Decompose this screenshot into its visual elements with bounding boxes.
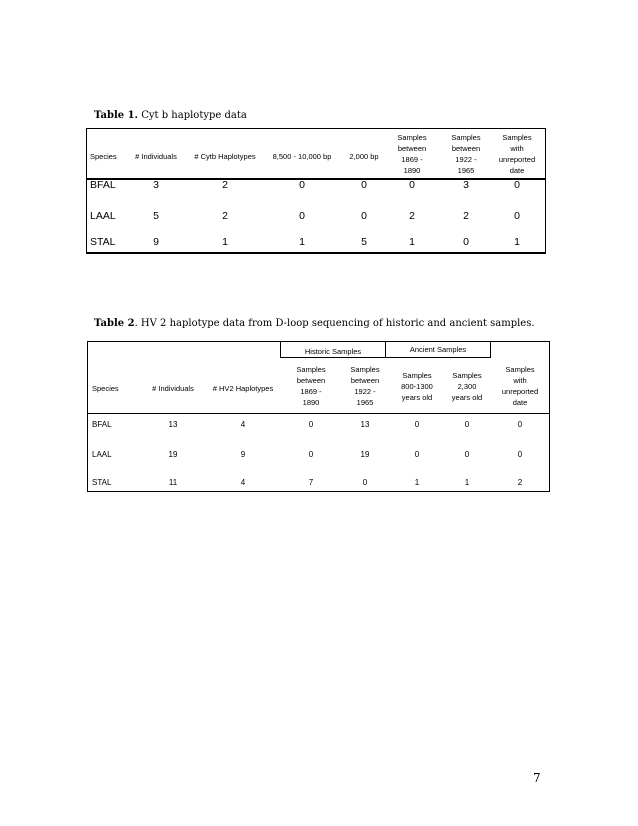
table2-cell-2300: 0 (464, 420, 470, 429)
table2-cell-1869: 0 (308, 450, 314, 459)
header-line: unreported (501, 387, 539, 396)
header-line: Samples (451, 133, 481, 142)
table2-header-samples-2300 (442, 370, 492, 403)
table1-cell-haplotypes: 1 (222, 236, 228, 248)
table1-caption (94, 110, 247, 121)
table2-header-haplotypes: # HV2 Haplotypes (212, 384, 274, 393)
header-line: between (451, 144, 481, 153)
table1-cell-species: BFAL (90, 179, 116, 191)
table2-top-rule (87, 341, 550, 342)
table2-cell-1869: 7 (308, 478, 314, 487)
table2-header-rule (87, 413, 550, 414)
header-line: between (296, 376, 326, 385)
header-line: with (510, 144, 524, 153)
header-line: Samples (505, 365, 535, 374)
header-line: Samples (296, 365, 326, 374)
table2-cell-haplotypes: 9 (240, 450, 246, 459)
header-line: date (512, 398, 528, 407)
table1-header-bp-long: 8,500 - 10,000 bp (272, 152, 332, 161)
table1-cell-haplotypes: 2 (222, 210, 228, 222)
table1-cell-1922: 0 (463, 236, 469, 248)
table2-header-species: Species (92, 384, 119, 393)
table2-header-samples-800 (392, 370, 442, 403)
table1-cell-1869: 1 (409, 236, 415, 248)
table2-caption-label: Table 2 (94, 318, 135, 329)
table2-header-unreported (493, 364, 547, 408)
table2-cell-800: 0 (414, 450, 420, 459)
table1-header-haplotypes: # Cytb Haplotypes (194, 152, 256, 161)
table1-cell-1869: 0 (409, 179, 415, 191)
header-line: 1965 (356, 398, 374, 407)
header-line: Samples (350, 365, 380, 374)
header-line: Samples (402, 371, 432, 380)
table2-cell-haplotypes: 4 (240, 420, 246, 429)
table2-bottom-rule (87, 491, 550, 492)
table1-cell-1922: 2 (463, 210, 469, 222)
table2-cell-1869: 0 (308, 420, 314, 429)
table2-header-samples-1869 (284, 364, 338, 408)
table1-cell-unreported: 0 (514, 179, 520, 191)
table1-cell-haplotypes: 2 (222, 179, 228, 191)
table1-left-border (86, 128, 87, 253)
table1-header-samples-1869 (388, 132, 436, 176)
table2-cell-unreported: 2 (517, 478, 523, 487)
table1-cell-bp-short: 0 (361, 210, 367, 222)
table1-header-samples-1922 (436, 132, 496, 176)
header-line: unreported (498, 155, 536, 164)
header-line: 1922 - (354, 387, 376, 396)
table2-cell-unreported: 0 (517, 450, 523, 459)
table1-top-rule (86, 128, 546, 129)
table2-cell-1922: 19 (360, 450, 370, 459)
table1-cell-individuals: 9 (153, 236, 159, 248)
table2-cell-800: 1 (414, 478, 420, 487)
table1-cell-individuals: 3 (153, 179, 159, 191)
table1-cell-bp-long: 0 (299, 210, 305, 222)
table1-caption-label: Table 1. (94, 110, 139, 121)
table2-cell-species: BFAL (92, 420, 112, 429)
header-line: 2,300 (457, 382, 477, 391)
table1-header-bp-short: 2,000 bp (349, 152, 379, 161)
table1-cell-species: STAL (90, 236, 116, 248)
table2-header-individuals: # Individuals (152, 384, 194, 393)
table2-left-border (87, 341, 88, 492)
table2-header-samples-1922 (338, 364, 392, 408)
header-line: with (513, 376, 527, 385)
header-line: Samples (502, 133, 532, 142)
table2-cell-individuals: 13 (168, 420, 178, 429)
header-line: 1869 - (300, 387, 322, 396)
table1-cell-unreported: 0 (514, 210, 520, 222)
table1-cell-individuals: 5 (153, 210, 159, 222)
table2-cell-haplotypes: 4 (240, 478, 246, 487)
table1-cell-bp-short: 5 (361, 236, 367, 248)
table2-caption-text: . HV 2 haplotype data from D-loop sequencing of historic and ancient samples. (134, 318, 535, 329)
table2-cell-2300: 1 (464, 478, 470, 487)
table1-cell-1922: 3 (463, 179, 469, 191)
table2-cell-unreported: 0 (517, 420, 523, 429)
table1-right-border (545, 128, 546, 253)
table2-right-border (549, 341, 550, 492)
table2-cell-individuals: 19 (168, 450, 178, 459)
table2-cell-1922: 0 (362, 478, 368, 487)
table2-cell-1922: 13 (360, 420, 370, 429)
header-line: 1922 - (455, 155, 477, 164)
page-number: 7 (533, 771, 541, 785)
table1-bottom-rule (86, 252, 546, 254)
table2-cell-individuals: 11 (168, 478, 178, 487)
header-line: 800-1300 (401, 382, 433, 391)
header-line: between (397, 144, 427, 153)
table1-cell-bp-short: 0 (361, 179, 367, 191)
table2-caption (94, 318, 535, 329)
table2-cell-2300: 0 (464, 450, 470, 459)
header-line: Samples (397, 133, 427, 142)
header-line: years old (451, 393, 483, 402)
table1-cell-1869: 2 (409, 210, 415, 222)
table1-header-species: Species (90, 152, 117, 161)
table2-divider (490, 341, 491, 358)
header-line: 1869 - (401, 155, 423, 164)
header-line: 1890 (403, 166, 421, 175)
table1-cell-bp-long: 0 (299, 179, 305, 191)
table2-cell-species: STAL (92, 478, 112, 487)
header-line: years old (401, 393, 433, 402)
table1-header-individuals: # Individuals (135, 152, 177, 161)
table1-cell-unreported: 1 (514, 236, 520, 248)
header-line: 1890 (302, 398, 320, 407)
table2-cell-species: LAAL (92, 450, 112, 459)
table1-cell-bp-long: 1 (299, 236, 305, 248)
header-line: date (509, 166, 525, 175)
table1-caption-text: Cyt b haplotype data (138, 110, 247, 121)
table2-group-ancient: Ancient Samples (409, 345, 467, 354)
table1-cell-species: LAAL (90, 210, 116, 222)
header-line: 1965 (457, 166, 475, 175)
table2-cell-800: 0 (414, 420, 420, 429)
table2-group-historic: Historic Samples (304, 347, 362, 356)
table1-header-unreported (491, 132, 543, 176)
header-line: between (350, 376, 380, 385)
header-line: Samples (452, 371, 482, 380)
